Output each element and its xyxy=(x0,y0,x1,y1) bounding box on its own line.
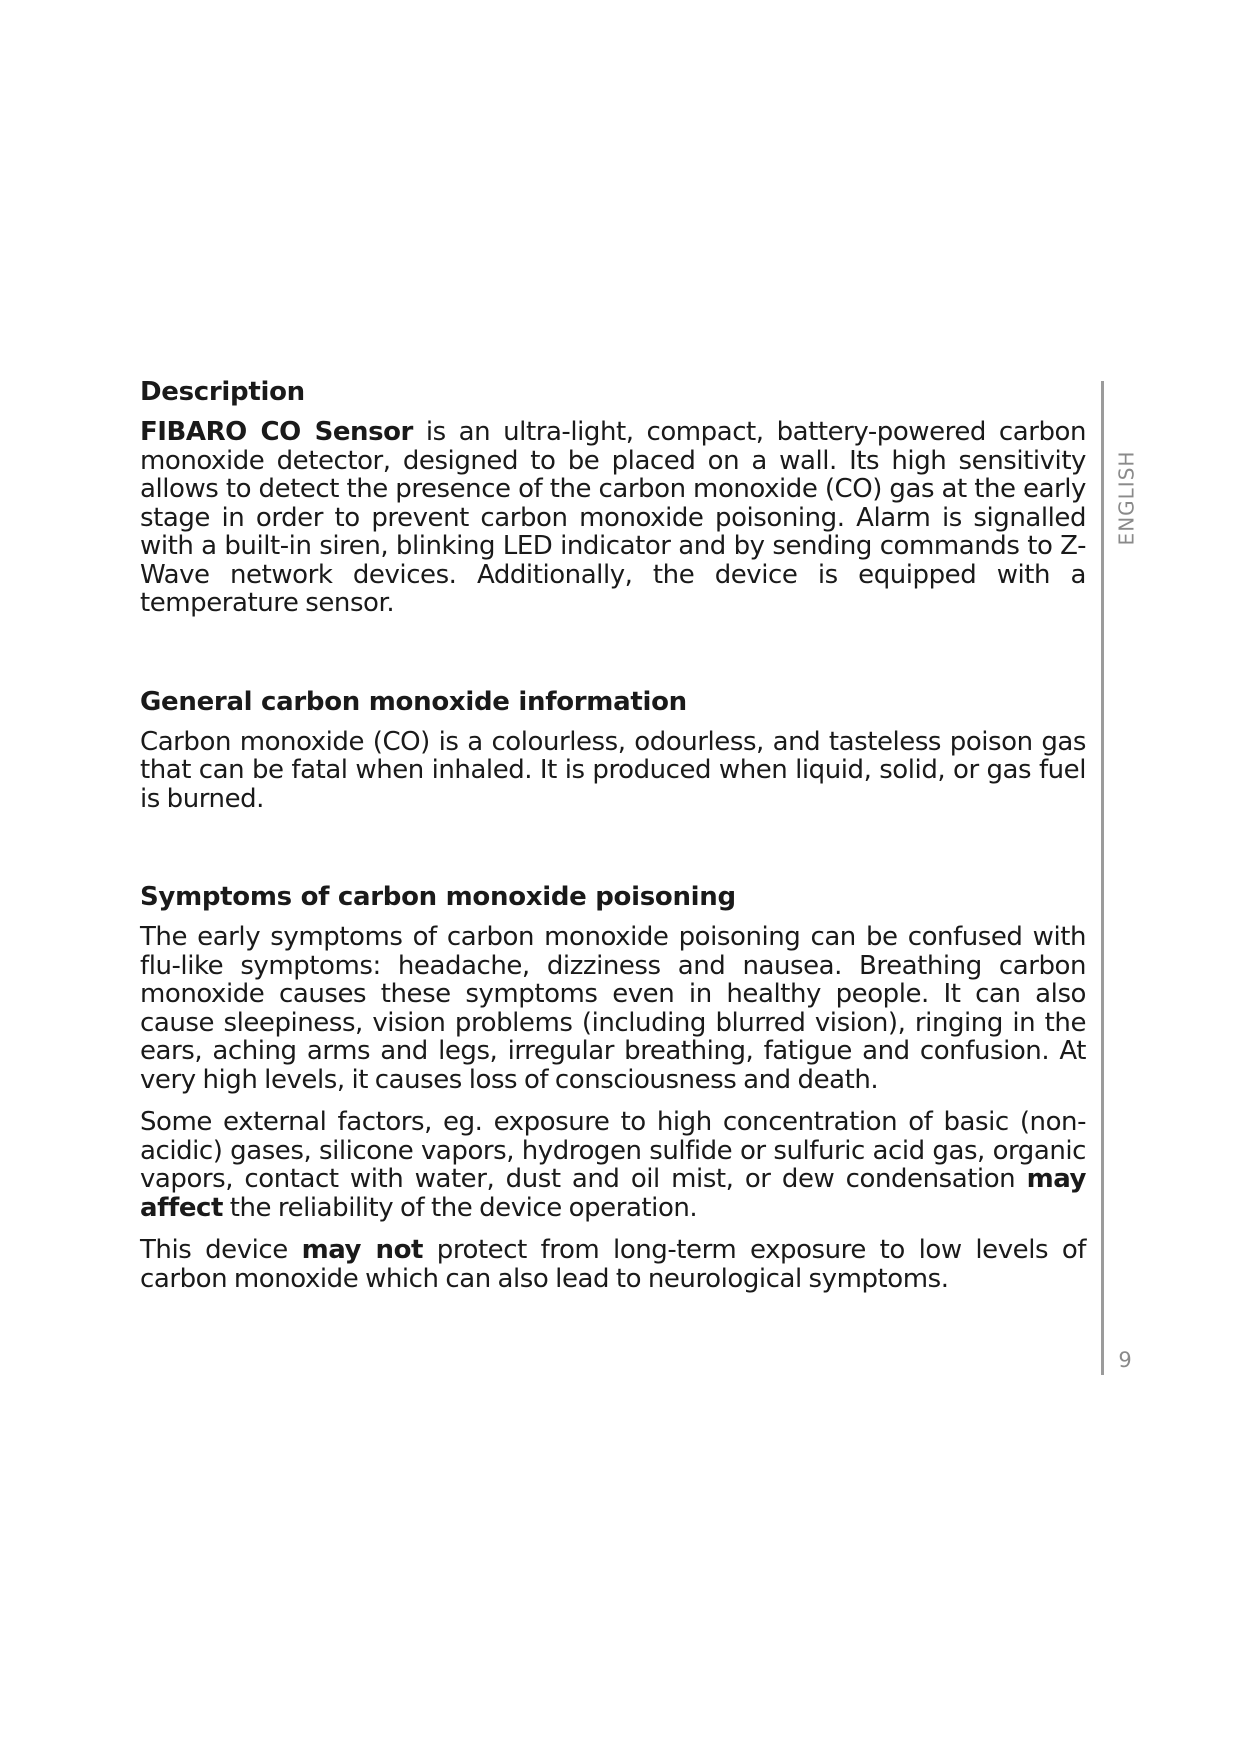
paragraph-2-start: Some external factors, eg. exposure to high concentration of basic (non-acidic) gases, silicone vapors, hydrogen sulfide or sulfuric acid gas, organic vapors, contact with water, dust and oil mist, or dew condensation xyxy=(140,1107,1086,1194)
paragraph-3-start: This device xyxy=(140,1235,302,1265)
product-name: FIBARO CO Sensor xyxy=(140,417,413,447)
paragraph-2-emphasis: may affect xyxy=(140,1164,1086,1223)
language-side-tab xyxy=(1108,448,1144,548)
paragraph-3-end: protect from long-term exposure to low levels of carbon monoxide which can also lead to neurological symptoms. xyxy=(140,1235,1086,1294)
paragraph-3-emphasis: may not xyxy=(301,1235,423,1265)
symptoms-paragraph-2 xyxy=(140,1108,1086,1222)
description-text: is an ultra-light, compact, battery-powered carbon monoxide detector, designed to be placed on a wall. Its high sensitivity allows to detect the presence of the carbon monoxide (CO) gas at the early stage in order to prevent carbon monoxide poisoning. Alarm is signalled with a built-in siren, blinking LED indicator and by sending commands to Z-Wave network devices. Additionally, the device is equipped with a temperature sensor. xyxy=(140,417,1086,618)
general-info-heading: General carbon monoxide information xyxy=(140,686,687,717)
page-number: 9 xyxy=(1118,1348,1132,1372)
general-info-section xyxy=(140,686,1086,814)
description-section xyxy=(140,376,1086,618)
symptoms-paragraph-3 xyxy=(140,1236,1086,1293)
side-divider-line xyxy=(1101,381,1104,1375)
description-paragraph xyxy=(140,418,1086,618)
description-heading: Description xyxy=(140,377,305,407)
general-info-paragraph: Carbon monoxide (CO) is a colourless, odourless, and tasteless poison gas that can be fatal when inhaled. It is produced when liquid, solid, or gas fuel is burned. xyxy=(140,726,1086,814)
language-label: ENGLISH xyxy=(1114,450,1138,546)
page-content xyxy=(140,376,1086,1293)
symptoms-section xyxy=(140,881,1086,1293)
symptoms-heading: Symptoms of carbon monoxide poisoning xyxy=(140,882,736,912)
symptoms-paragraph-1: The early symptoms of carbon monoxide poisoning can be confused with flu-like symptoms: headache, dizziness and nausea. Breathing carbon monoxide causes these symptoms even in healthy people. It can also cause sleepiness, vision problems (including blurred vision), ringing in the ears, aching arms and legs, irregular breathing, fatigue and confusion. At very high levels, it causes loss of consciousness and death. xyxy=(140,922,1086,1095)
paragraph-2-end: the reliability of the device operation. xyxy=(222,1192,698,1223)
